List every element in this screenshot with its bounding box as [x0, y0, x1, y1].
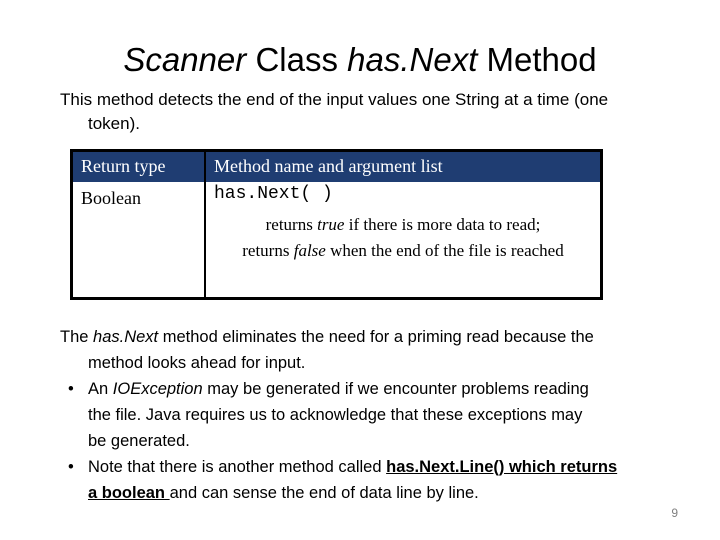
header-return-type: Return type [81, 156, 166, 176]
desc-l1-b: if there is more data to read; [344, 215, 541, 234]
bullet-2-line-2 [60, 480, 680, 506]
desc-l1-true: true [317, 215, 345, 234]
bullet-1-line-1 [60, 376, 680, 402]
bullet-2-line-1 [60, 454, 680, 480]
description-line-2 [206, 238, 600, 264]
desc-l2-false: false [293, 241, 326, 260]
title-end: Method [477, 41, 597, 78]
bullet1-b: may be generated if we encounter problems reading [202, 380, 589, 398]
bullet2-b: and can sense the end of data line by line. [169, 484, 479, 502]
title-italic-hasnext: has.Next [347, 41, 478, 78]
body-text [60, 324, 680, 506]
para1-b: method eliminates the need for a priming read because the [158, 328, 594, 346]
intro-paragraph [60, 88, 670, 136]
method-table [70, 149, 603, 300]
desc-l2-a: returns [242, 241, 294, 260]
bullet-dot: • [68, 380, 74, 398]
bullet1-a: An [88, 380, 113, 398]
description-line-1 [206, 212, 600, 238]
bullet1-ioexception: IOException [112, 380, 203, 398]
para1-line-2: method looks ahead for input. [88, 354, 306, 372]
method-description [206, 212, 600, 264]
para1-line-1 [60, 324, 680, 350]
bullet-1-line-2: the file. Java requires us to acknowledge that these exceptions may [88, 406, 583, 424]
title-italic-scanner: Scanner [123, 41, 247, 78]
bullet2-a: Note that there is another method called [88, 458, 387, 476]
para1-hasnext: has.Next [93, 328, 159, 346]
cell-return-type: Boolean [81, 188, 141, 208]
bullet-dot: • [68, 458, 74, 476]
header-method-name: Method name and argument list [214, 156, 443, 176]
title-middle: Class [246, 41, 348, 78]
desc-l1-a: returns [265, 215, 318, 234]
bullet-1-line-3: be generated. [88, 432, 190, 450]
cell-method-signature: has.Next( ) [214, 184, 333, 204]
intro-line-2: token). [88, 114, 140, 133]
slide-title [0, 40, 720, 80]
bullet2-hasnextline: has.Next.Line() which returns [386, 458, 618, 476]
bullet2-boolean: a boolean [88, 484, 170, 502]
desc-l2-b: when the end of the file is reached [325, 241, 564, 260]
page-number: 9 [671, 506, 678, 520]
para1-a: The [60, 328, 94, 346]
intro-line-1: This method detects the end of the input values one String at a time (one [60, 90, 609, 109]
